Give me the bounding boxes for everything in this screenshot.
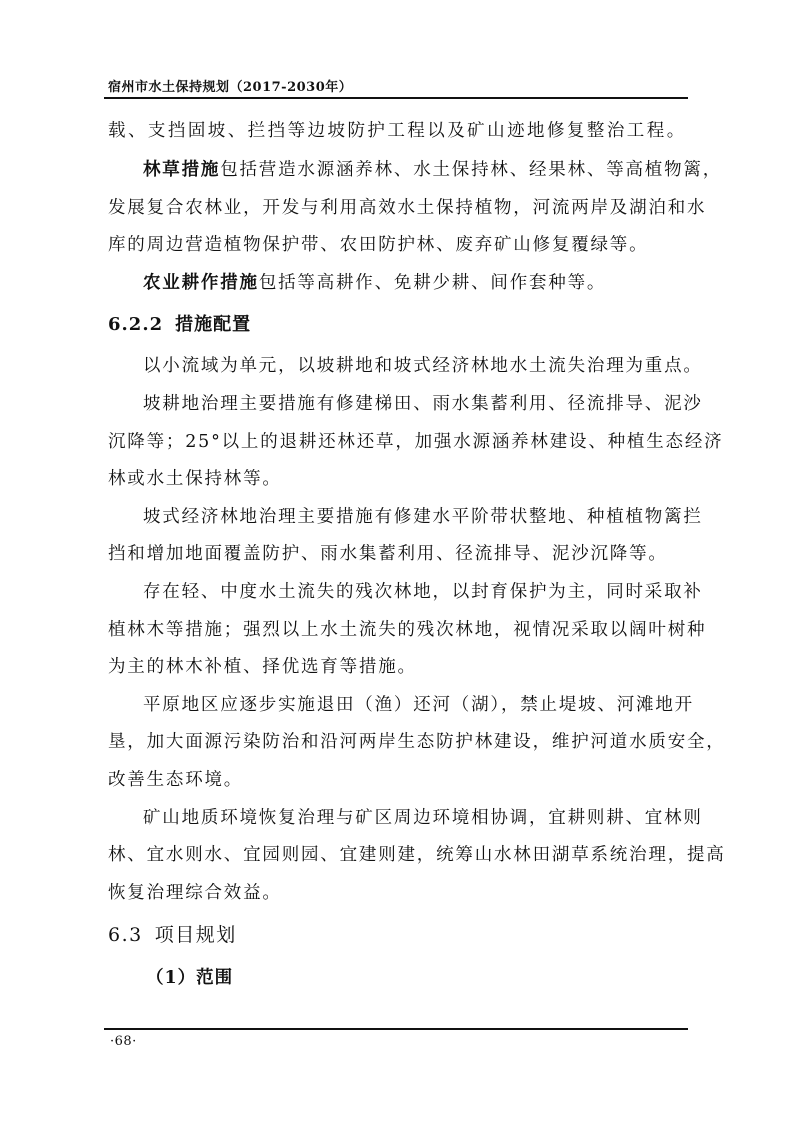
footer-rule (104, 1028, 688, 1030)
section-heading-6-2-2 (108, 314, 251, 336)
body-line: 以小流域为单元，以坡耕地和坡式经济林地水土流失治理为重点。 (143, 356, 703, 376)
body-line: 垦，加大面源污染防治和沿河两岸生态防护林建设，维护河道水质安全， (108, 732, 726, 752)
body-line: 载、支挡固坡、拦挡等边坡防护工程以及矿山迹地修复整治工程。 (108, 121, 686, 141)
body-line: 挡和增加地面覆盖防护、雨水集蓄利用、径流排导、泥沙沉降等。 (108, 544, 668, 564)
body-line: 库的周边营造植物保护带、农田防护林、废弃矿山修复覆绿等。 (108, 235, 649, 255)
body-line: 存在轻、中度水土流失的残次林地，以封育保护为主，同时采取补 (143, 582, 703, 602)
subheading-scope: （1）范围 (146, 968, 234, 988)
body-line: 坡式经济林地治理主要措施有修建水平阶带状整地、种植植物篱拦 (143, 507, 703, 527)
body-line: 改善生态环境。 (108, 770, 244, 790)
running-header: 宿州市水土保持规划（2017-2030年） (108, 80, 353, 95)
body-line: 平原地区应逐步实施退田（渔）还河（湖），禁止堤坡、河滩地开 (143, 695, 694, 715)
body-line: 坡耕地治理主要措施有修建梯田、雨水集蓄利用、径流排导、泥沙 (143, 394, 703, 414)
body-line: 恢复治理综合效益。 (108, 883, 282, 903)
body-line: 发展复合农林业，开发与利用高效水土保持植物，河流两岸及湖泊和水 (108, 198, 707, 218)
section-number: 6.3 (108, 924, 143, 946)
section-heading-6-3 (108, 924, 237, 946)
section-number: 6.2.2 (108, 314, 164, 335)
body-line: 林或水土保持林等。 (108, 469, 282, 489)
term-forest-measures: 林草措施 (143, 160, 221, 180)
page-number: ·68· (110, 1034, 137, 1049)
paragraph-agri-text: 包括等高耕作、免耕少耕、间作套种等。 (258, 273, 607, 293)
header-rule (104, 97, 688, 99)
body-line: 矿山地质环境恢复治理与矿区周边环境相协调，宜耕则耕、宜林则 (143, 808, 703, 828)
body-line: 为主的林木补植、择优选育等措施。 (108, 657, 417, 677)
section-title: 项目规划 (154, 924, 237, 946)
paragraph-agri-line (143, 272, 606, 294)
paragraph-forest-text: 包括营造水源涵养林、水土保持林、经果林、等高植物篱， (220, 160, 723, 180)
term-agri-measures: 农业耕作措施 (143, 273, 259, 293)
body-line: 林、宜水则水、宜园则园、宜建则建，统筹山水林田湖草系统治理，提高 (108, 845, 726, 865)
paragraph-forest-line (143, 159, 723, 181)
body-line: 沉降等；25°以上的退耕还林还草，加强水源涵养林建设、种植生态经济 (108, 432, 724, 452)
section-title: 措施配置 (175, 314, 252, 335)
body-line: 植林木等措施；强烈以上水土流失的残次林地，视情况采取以阔叶树种 (108, 620, 707, 640)
